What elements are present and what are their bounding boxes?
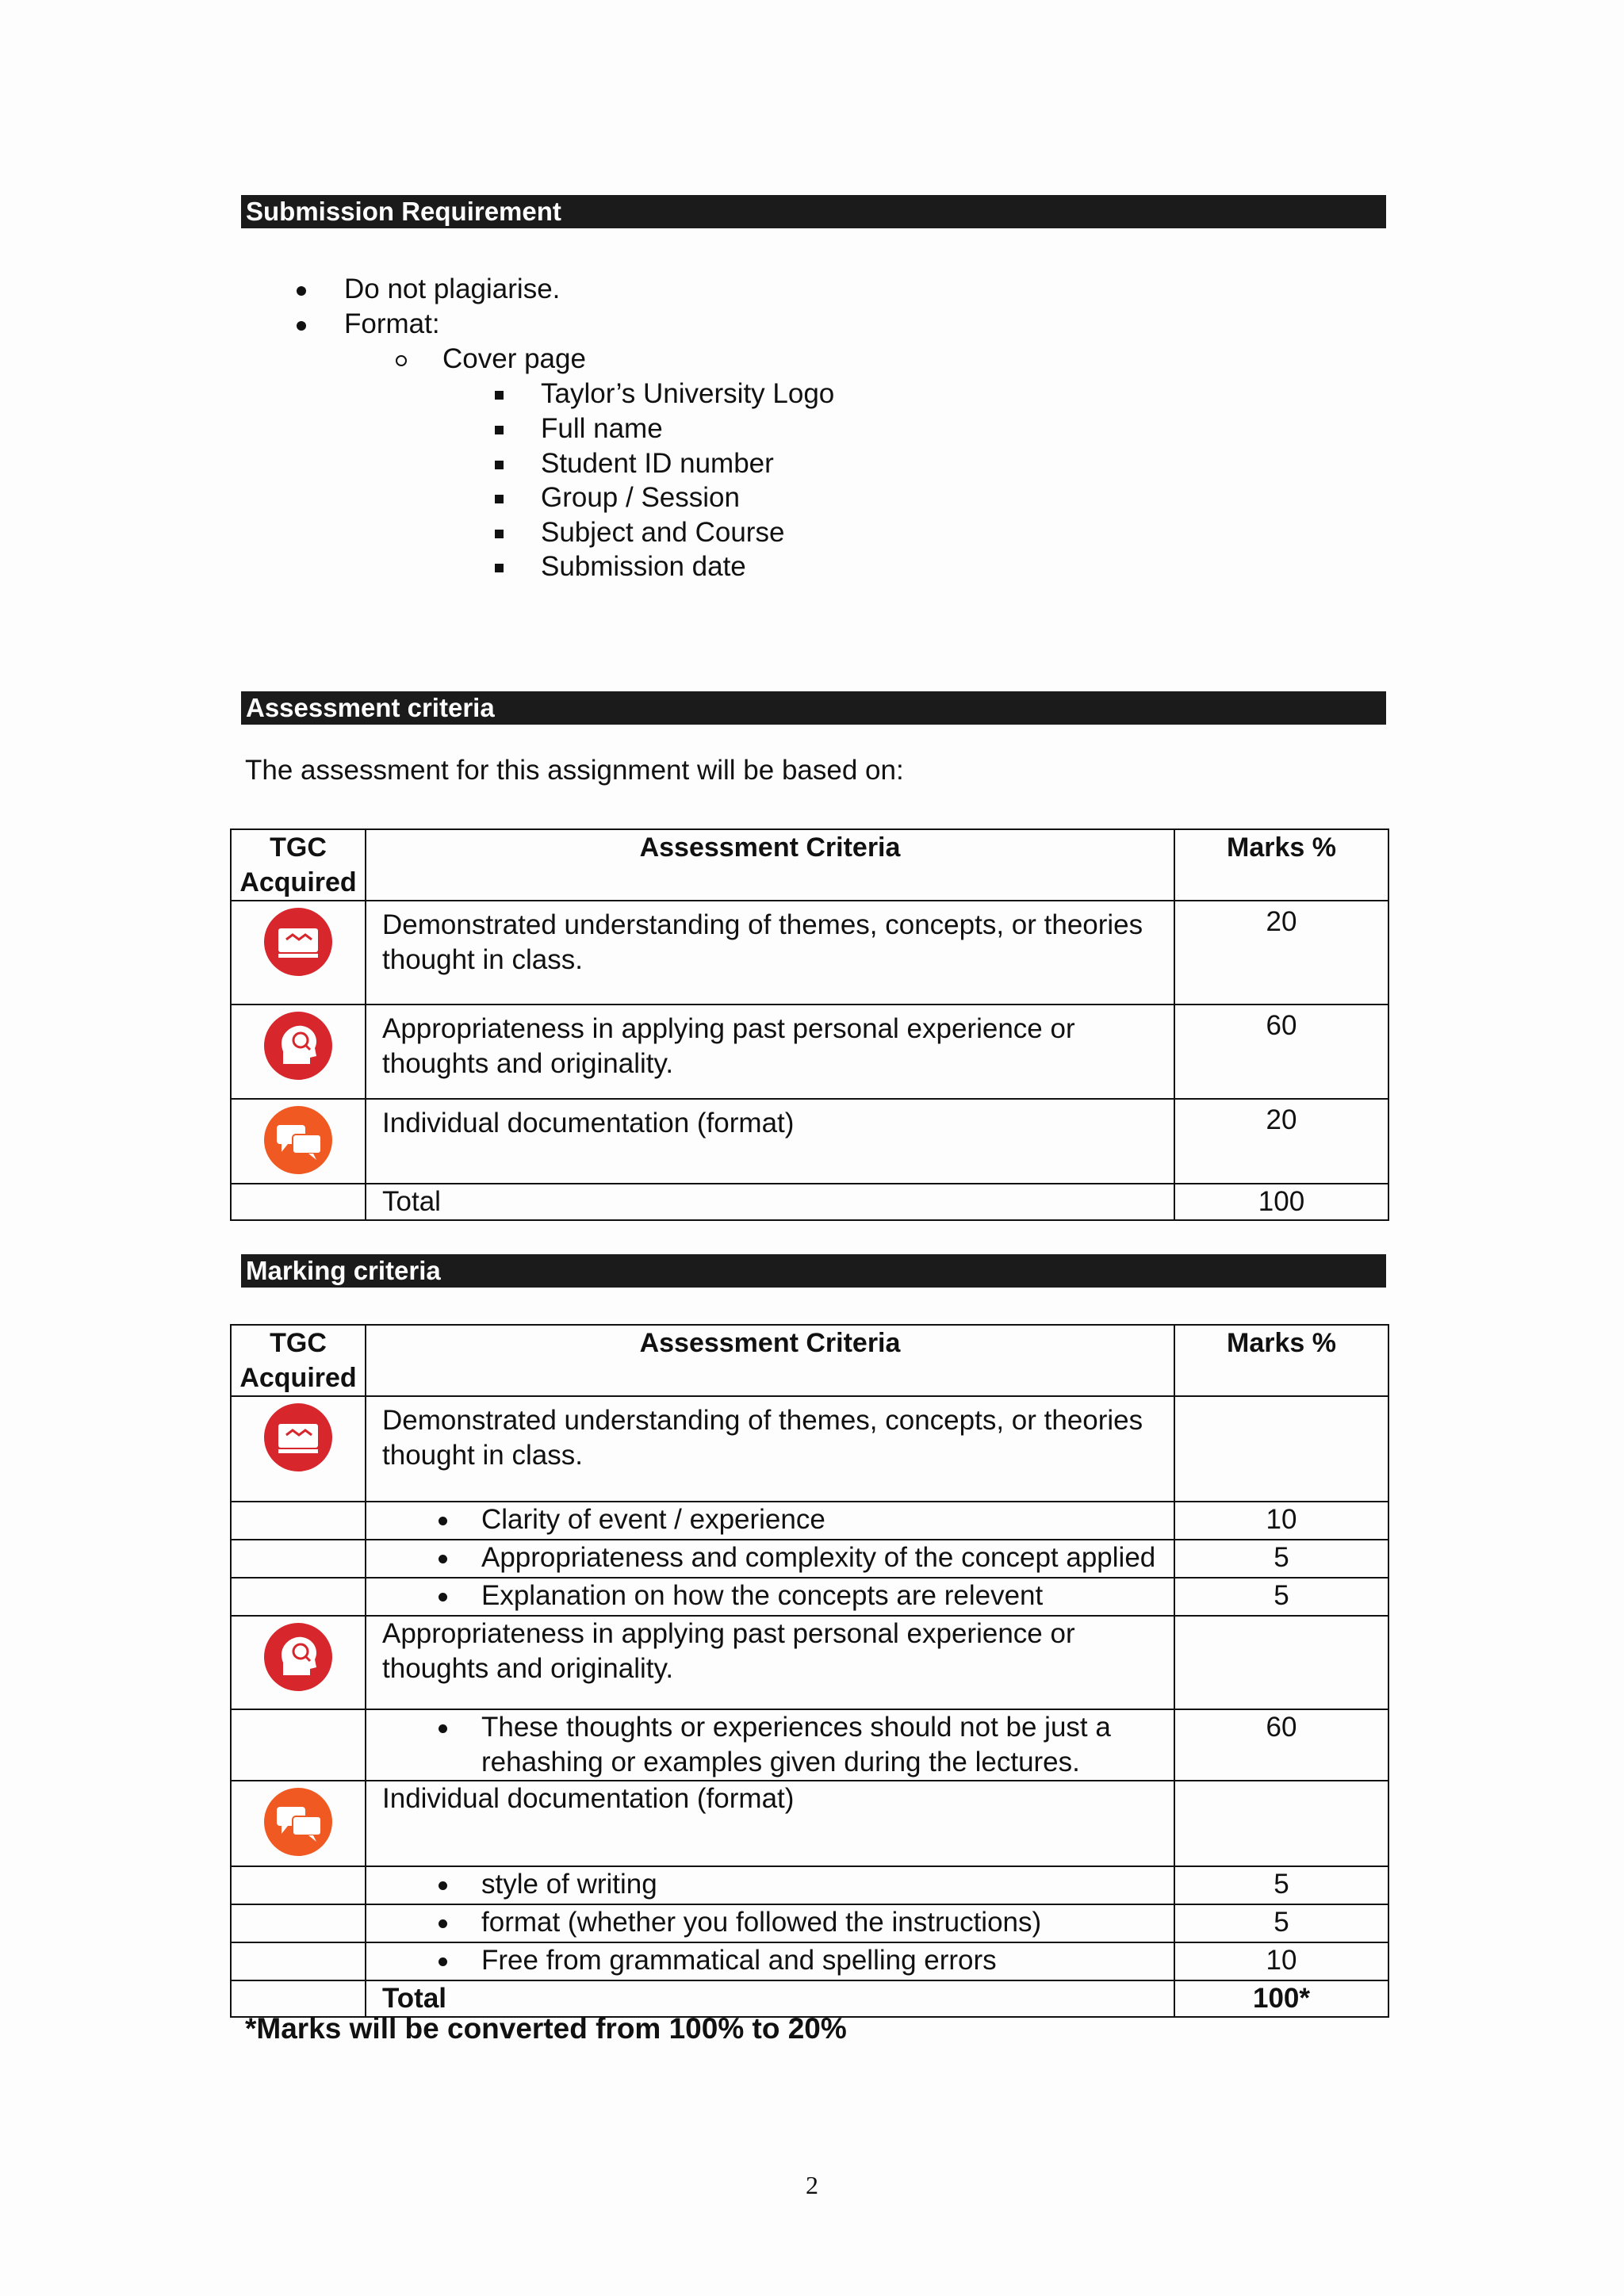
cover-item: Student ID number: [541, 448, 774, 479]
table-row: [231, 1004, 1388, 1099]
criteria-text: Demonstrated understanding of themes, concepts, or theories thought in class.: [382, 909, 1143, 975]
marks-value: 60: [1266, 1712, 1297, 1743]
sub-criteria-text: format (whether you followed the instructions): [481, 1907, 1042, 1938]
marks-header: Marks %: [1174, 1325, 1388, 1396]
bullet: [297, 321, 306, 331]
tgc-header: TGC Acquired: [231, 1325, 366, 1396]
criteria-text: Individual documentation (format): [382, 1783, 795, 1814]
assessment-heading: Assessment criteria: [241, 691, 1386, 725]
table-row: [231, 1616, 1388, 1709]
footnote: *Marks will be converted from 100% to 20%: [245, 2012, 847, 2045]
sub-criteria-text: These thoughts or experiences should not be just a rehashing or examples given during the lectures.: [481, 1712, 1111, 1777]
bullet: [439, 1555, 447, 1563]
communication-icon: [264, 1106, 332, 1174]
bullet: [297, 286, 306, 296]
marks-value: 5: [1274, 1869, 1289, 1900]
submission-heading: Submission Requirement: [241, 195, 1386, 228]
bullet: [439, 1957, 447, 1966]
total-label: Total: [382, 1983, 447, 2014]
marking-heading: Marking criteria: [241, 1254, 1386, 1288]
discipline-knowledge-icon: [264, 1403, 332, 1471]
cover-item: Full name: [541, 413, 663, 444]
table-header-row: [231, 829, 1388, 901]
bullet: [439, 1919, 447, 1928]
marks-value: 10: [1266, 1504, 1297, 1535]
marks-value: 20: [1266, 906, 1297, 937]
criteria-header: Assessment Criteria: [366, 829, 1174, 901]
bullet: [439, 1881, 447, 1890]
assessment-table: [230, 828, 1389, 1221]
criteria-text: Appropriateness in applying past personal experience or thoughts and originality.: [382, 1618, 1075, 1684]
thinking-head-icon: [264, 1012, 332, 1080]
marks-value: 5: [1274, 1907, 1289, 1938]
table-row: [231, 1099, 1388, 1184]
assessment-intro: The assessment for this assignment will be based on:: [245, 755, 904, 786]
sub-criteria-text: Explanation on how the concepts are relevent: [481, 1580, 1044, 1611]
marks-value: 10: [1266, 1945, 1297, 1976]
total-row: [231, 1184, 1388, 1220]
criteria-text: Individual documentation (format): [382, 1108, 795, 1138]
tgc-header: TGC Acquired: [231, 829, 366, 901]
criteria-text: Appropriateness in applying past personal experience or thoughts and originality.: [382, 1013, 1075, 1079]
sub-criteria-text: Free from grammatical and spelling errors: [481, 1945, 997, 1976]
bullet: [439, 1724, 447, 1733]
marks-value: 5: [1274, 1580, 1289, 1611]
total-label: Total: [382, 1186, 441, 1217]
marking-table: [230, 1324, 1389, 2018]
total-marks: 100*: [1252, 1983, 1311, 2014]
total-marks: 100: [1258, 1186, 1305, 1217]
square-bullet: [495, 461, 504, 469]
circle-bullet: [396, 355, 407, 366]
sub-row: [231, 1942, 1388, 1980]
sub-row: [231, 1866, 1388, 1904]
marks-value: 5: [1274, 1542, 1289, 1573]
cover-item: Submission date: [541, 551, 746, 582]
sub-criteria-text: Clarity of event / experience: [481, 1504, 825, 1535]
bullet: [439, 1517, 447, 1525]
sub-row: [231, 1502, 1388, 1540]
cover-item: Taylor’s University Logo: [541, 378, 835, 409]
marks-value: 20: [1266, 1104, 1297, 1135]
page-number: 2: [806, 2171, 818, 2199]
square-bullet: [495, 391, 504, 400]
marks-header: Marks %: [1174, 829, 1388, 901]
sub-row: [231, 1904, 1388, 1942]
table-row: [231, 901, 1388, 1004]
discipline-knowledge-icon: [264, 908, 332, 976]
square-bullet: [495, 495, 504, 503]
list-subitem: Cover page: [442, 343, 586, 374]
list-item: Format:: [344, 308, 440, 339]
sub-row: [231, 1578, 1388, 1616]
square-bullet: [495, 564, 504, 572]
sub-row: [231, 1709, 1388, 1781]
table-row: [231, 1781, 1388, 1866]
table-row: [231, 1396, 1388, 1502]
list-item: Do not plagiarise.: [344, 274, 561, 304]
table-header-row: [231, 1325, 1388, 1396]
marks-value: 60: [1266, 1010, 1297, 1041]
sub-criteria-text: Appropriateness and complexity of the concept applied: [481, 1542, 1156, 1573]
criteria-header: Assessment Criteria: [366, 1325, 1174, 1396]
cover-item: Group / Session: [541, 482, 740, 513]
sub-criteria-text: style of writing: [481, 1869, 657, 1900]
criteria-text: Demonstrated understanding of themes, concepts, or theories thought in class.: [382, 1405, 1143, 1471]
cover-item: Subject and Course: [541, 517, 785, 548]
square-bullet: [495, 426, 504, 434]
communication-icon: [264, 1788, 332, 1856]
square-bullet: [495, 530, 504, 538]
sub-row: [231, 1540, 1388, 1578]
bullet: [439, 1593, 447, 1601]
thinking-head-icon: [264, 1623, 332, 1691]
